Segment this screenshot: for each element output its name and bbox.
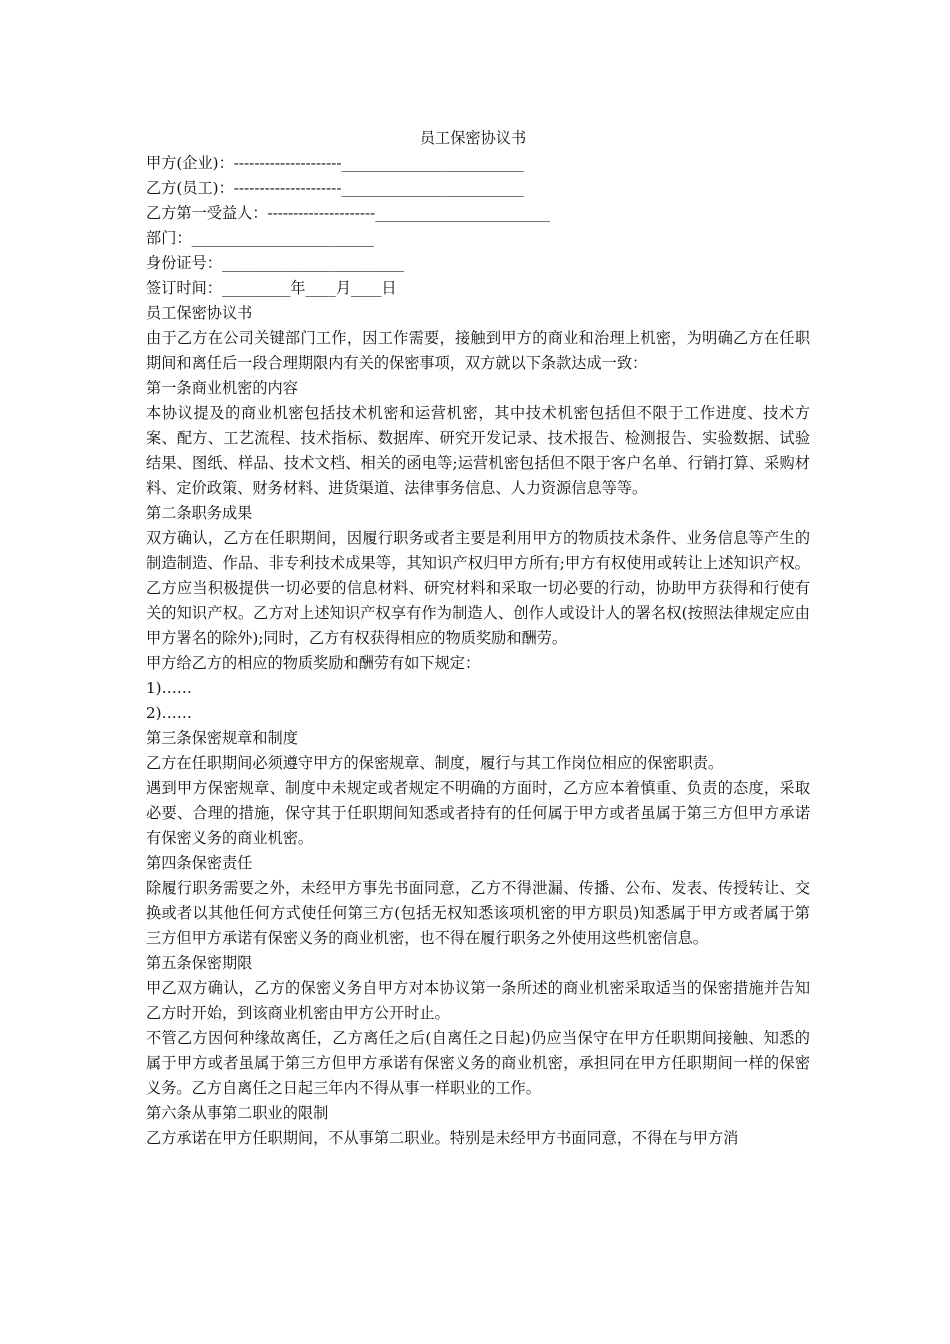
section-2-reward-paragraph: 甲方给乙方的相应的物质奖励和酬劳有如下规定： [146, 654, 481, 672]
signing-date-field: 签订时间：_________年____月____日 [146, 279, 397, 297]
section-2-item-1: 1)…… [146, 679, 192, 697]
subtitle: 员工保密协议书 [146, 304, 253, 322]
section-3-paragraph-1: 乙方在任职期间必须遵守甲方的保密规章、制度，履行与其工作岗位相应的保密职责。 [146, 754, 724, 772]
document-title: 员工保密协议书 [419, 129, 527, 147]
section-4-paragraph: 除履行职务需要之外，未经甲方事先书面同意，乙方不得泄漏、传播、公布、发表、传授转让、交换或者以其他任何方式使任何第三方(包括无权知悉该项机密的甲方职员)知悉属于甲方或者属于第三方但甲方承诺有保密义务的商业机密，也不得在履行职务之外使用这些机密信息。 [146, 879, 810, 947]
section-3-paragraph-2: 遇到甲方保密规章、制度中未规定或者规定不明确的方面时，乙方应本着慎重、负责的态度，采取必要、合理的措施，保守其于任职期间知悉或者持有的任何属于甲方或者虽属于第三方但甲方承诺有保密义务的商业机密。 [146, 779, 810, 847]
section-3-heading: 第三条保密规章和制度 [146, 729, 298, 747]
section-6-paragraph: 乙方承诺在甲方任职期间，不从事第二职业。特别是未经甲方书面同意，不得在与甲方消 [146, 1129, 739, 1147]
section-2-paragraph: 双方确认，乙方在任职期间，因履行职务或者主要是利用甲方的物质技术条件、业务信息等产生的制造制造、作品、非专利技术成果等，其知识产权归甲方所有;甲方有权使用或转让上述知识产权。乙方应当积极提供一切必要的信息材料、研究材料和采取一切必要的行动，协助甲方获得和行使有关的知识产权。乙方对上述知识产权享有作为制造人、创作人或设计人的署名权(按照法律规定应由甲方署名的除外);同时，乙方有权获得相应的物质奖励和酬劳。 [146, 529, 810, 647]
section-1-paragraph: 本协议提及的商业机密包括技术机密和运营机密，其中技术机密包括但不限于工作进度、技术方案、配方、工艺流程、技术指标、数据库、研究开发记录、技术报告、检测报告、实验数据、试验结果、图纸、样品、技术文档、相关的函电等;运营机密包括但不限于客户名单、行销打算、采购材料、定价政策、财务材料、进货渠道、法律事务信息、人力资源信息等等。 [146, 404, 810, 497]
beneficiary-field: 乙方第一受益人：---------------------_______________________ [146, 204, 550, 222]
section-5-heading: 第五条保密期限 [146, 954, 253, 972]
section-1-heading: 第一条商业机密的内容 [146, 379, 298, 397]
section-2-item-2: 2)…… [146, 704, 192, 722]
section-5-paragraph-1: 甲乙双方确认，乙方的保密义务自甲方对本协议第一条所述的商业机密采取适当的保密措施并告知乙方时开始，到该商业机密由甲方公开时止。 [146, 979, 810, 1022]
section-5-paragraph-2: 不管乙方因何种缘故离任，乙方离任之后(自离任之日起)仍应当保守在甲方任职期间接触、知悉的属于甲方或者虽属于第三方但甲方承诺有保密义务的商业机密，承担同在甲方任职期间一样的保密义务。乙方自离任之日起三年内不得从事一样职业的工作。 [146, 1029, 810, 1097]
party-a-field: 甲方(企业)：---------------------________________________ [146, 154, 524, 172]
section-6-heading: 第六条从事第二职业的限制 [146, 1104, 329, 1122]
party-b-field: 乙方(员工)：---------------------________________________ [146, 179, 524, 197]
section-4-heading: 第四条保密责任 [146, 854, 253, 872]
intro-paragraph: 由于乙方在公司关键部门工作，因工作需要，接触到甲方的商业和治理上机密，为明确乙方在任职期间和离任后一段合理期限内有关的保密事项，双方就以下条款达成一致： [146, 329, 810, 372]
id-number-field: 身份证号：________________________ [146, 254, 405, 272]
department-field: 部门：________________________ [146, 229, 374, 247]
section-2-heading: 第二条职务成果 [146, 504, 253, 522]
